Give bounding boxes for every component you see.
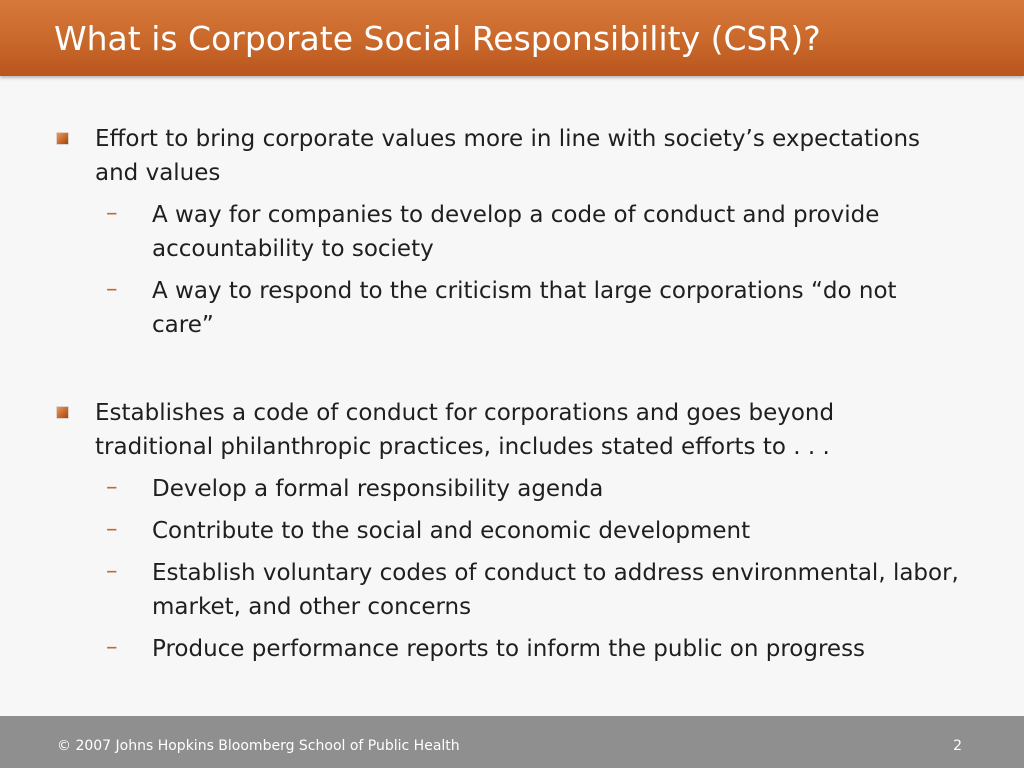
dash-icon: – [106, 516, 118, 542]
sub-bullet-item [106, 472, 962, 506]
sub-bullet-item [106, 514, 962, 548]
footer-bar [0, 716, 1024, 768]
dash-icon: – [106, 634, 118, 660]
dash-icon: – [106, 276, 118, 302]
orange-square-bullet-icon [57, 407, 68, 418]
bullet-text: Effort to bring corporate values more in line with society’s expectations and values [95, 126, 921, 186]
sub-bullet-text: A way for companies to develop a code of conduct and provide accountability to society [152, 202, 880, 262]
bullet-group-2 [0, 396, 1024, 666]
sub-bullet-text: Establish voluntary codes of conduct to address environmental, labor, market, and other concerns [152, 560, 959, 620]
dash-icon: – [106, 200, 118, 226]
page-number: 2 [953, 738, 962, 754]
sub-bullet-item [106, 274, 962, 342]
bullet-item [95, 122, 955, 190]
slide-content [0, 76, 1024, 716]
sub-bullet-item [106, 198, 962, 266]
sub-bullet-text: Contribute to the social and economic development [152, 518, 751, 544]
dash-icon: – [106, 474, 118, 500]
sub-bullet-item [106, 556, 962, 624]
bullet-text: Establishes a code of conduct for corporations and goes beyond traditional philanthropic practices, includes stated efforts to . . . [95, 400, 835, 460]
copyright-text: © 2007 Johns Hopkins Bloomberg School of Public Health [57, 738, 460, 754]
dash-icon: – [106, 558, 118, 584]
bullet-group-1 [0, 122, 1024, 342]
sub-bullet-text: A way to respond to the criticism that large corporations “do not care” [152, 278, 897, 338]
slide-title: What is Corporate Social Responsibility (CSR)? [54, 19, 821, 58]
sub-bullet-text: Develop a formal responsibility agenda [152, 476, 604, 502]
orange-square-bullet-icon [57, 133, 68, 144]
bullet-item [95, 396, 955, 464]
title-bar [0, 0, 1024, 76]
sub-bullet-text: Produce performance reports to inform the public on progress [152, 636, 866, 662]
sub-bullet-item [106, 632, 962, 666]
